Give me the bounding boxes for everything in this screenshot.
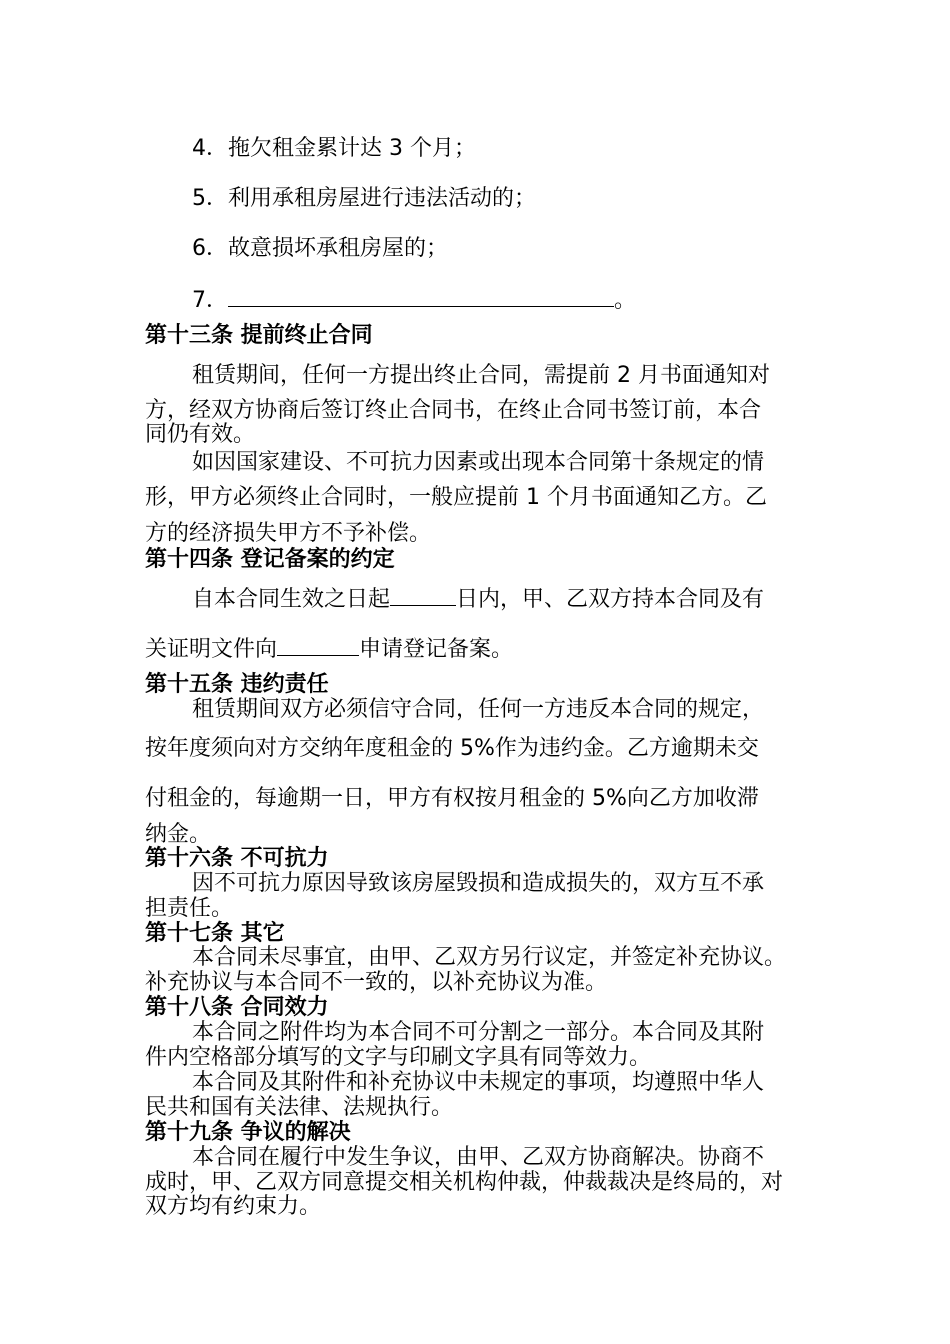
article-13-text: 方的经济损失甲方不予补偿。 bbox=[145, 521, 432, 546]
article-15-text: 付租金的，每逾期一日，甲方有权按月租金的 5%向乙方加收滞 bbox=[145, 786, 759, 811]
clause-item-4: 4．拖欠租金累计达 3 个月； bbox=[192, 136, 476, 161]
article-18-heading: 第十八条 合同效力 bbox=[145, 995, 329, 1020]
article-16-heading: 第十六条 不可抗力 bbox=[145, 846, 329, 871]
article-13-text: 方，经双方协商后签订终止合同书，在终止合同书签订前，本合 bbox=[145, 398, 762, 423]
article-13-text: 形，甲方必须终止合同时，一般应提前 1 个月书面通知乙方。乙 bbox=[145, 485, 767, 510]
article-15-heading: 第十五条 违约责任 bbox=[145, 672, 329, 697]
article-14-text-part: 日内，甲、乙双方持本合同及有 bbox=[456, 587, 765, 612]
article-14-heading: 第十四条 登记备案的约定 bbox=[145, 547, 395, 572]
article-13-text: 如因国家建设、不可抗力因素或出现本合同第十条规定的情 bbox=[192, 450, 765, 475]
clause-item-6: 6．故意损坏承租房屋的； bbox=[192, 236, 448, 261]
article-19-heading: 第十九条 争议的解决 bbox=[145, 1120, 351, 1145]
article-18-text: 民共和国有关法律、法规执行。 bbox=[145, 1095, 454, 1120]
clause-item-7-end: 。 bbox=[614, 288, 637, 313]
article-16-text: 因不可抗力原因导致该房屋毁损和造成损失的，双方互不承 bbox=[192, 871, 765, 896]
article-16-text: 担责任。 bbox=[145, 896, 234, 921]
article-19-text: 双方均有约束力。 bbox=[145, 1194, 322, 1219]
fill-in-blank bbox=[277, 635, 359, 656]
article-17-text: 补充协议与本合同不一致的，以补充协议为准。 bbox=[145, 970, 608, 995]
article-15-text: 租赁期间双方必须信守合同，任何一方违反本合同的规定， bbox=[192, 697, 765, 722]
clause-item-5: 5．利用承租房屋进行违法活动的； bbox=[192, 186, 536, 211]
article-13-heading: 第十三条 提前终止合同 bbox=[145, 323, 373, 348]
article-14-text bbox=[145, 635, 513, 663]
article-17-text: 本合同未尽事宜，由甲、乙双方另行议定，并签定补充协议。 bbox=[192, 945, 787, 970]
article-18-text: 件内空格部分填写的文字与印刷文字具有同等效力。 bbox=[145, 1045, 652, 1070]
article-19-text: 成时，甲、乙双方同意提交相关机构仲裁，仲裁裁决是终局的，对 bbox=[145, 1170, 784, 1195]
article-15-text: 纳金。 bbox=[145, 822, 212, 847]
article-18-text: 本合同之附件均为本合同不可分割之一部分。本合同及其附 bbox=[192, 1020, 765, 1045]
clause-item-7 bbox=[192, 286, 636, 314]
fill-in-blank bbox=[390, 585, 456, 606]
clause-item-7-number: 7． bbox=[192, 288, 228, 313]
article-13-text: 同仍有效。 bbox=[145, 422, 256, 447]
fill-in-blank bbox=[228, 286, 614, 307]
article-17-heading: 第十七条 其它 bbox=[145, 921, 285, 946]
article-19-text: 本合同在履行中发生争议，由甲、乙双方协商解决。协商不 bbox=[192, 1145, 765, 1170]
article-15-text: 按年度须向对方交纳年度租金的 5%作为违约金。乙方逾期未交 bbox=[145, 736, 759, 761]
article-14-text-part: 自本合同生效之日起 bbox=[192, 587, 391, 612]
article-14-text bbox=[192, 585, 764, 613]
article-13-text: 租赁期间，任何一方提出终止合同，需提前 2 月书面通知对 bbox=[192, 363, 770, 388]
article-14-text-part: 申请登记备案。 bbox=[359, 637, 514, 662]
article-18-text: 本合同及其附件和补充协议中未规定的事项，均遵照中华人 bbox=[192, 1070, 765, 1095]
article-14-text-part: 关证明文件向 bbox=[145, 637, 278, 662]
